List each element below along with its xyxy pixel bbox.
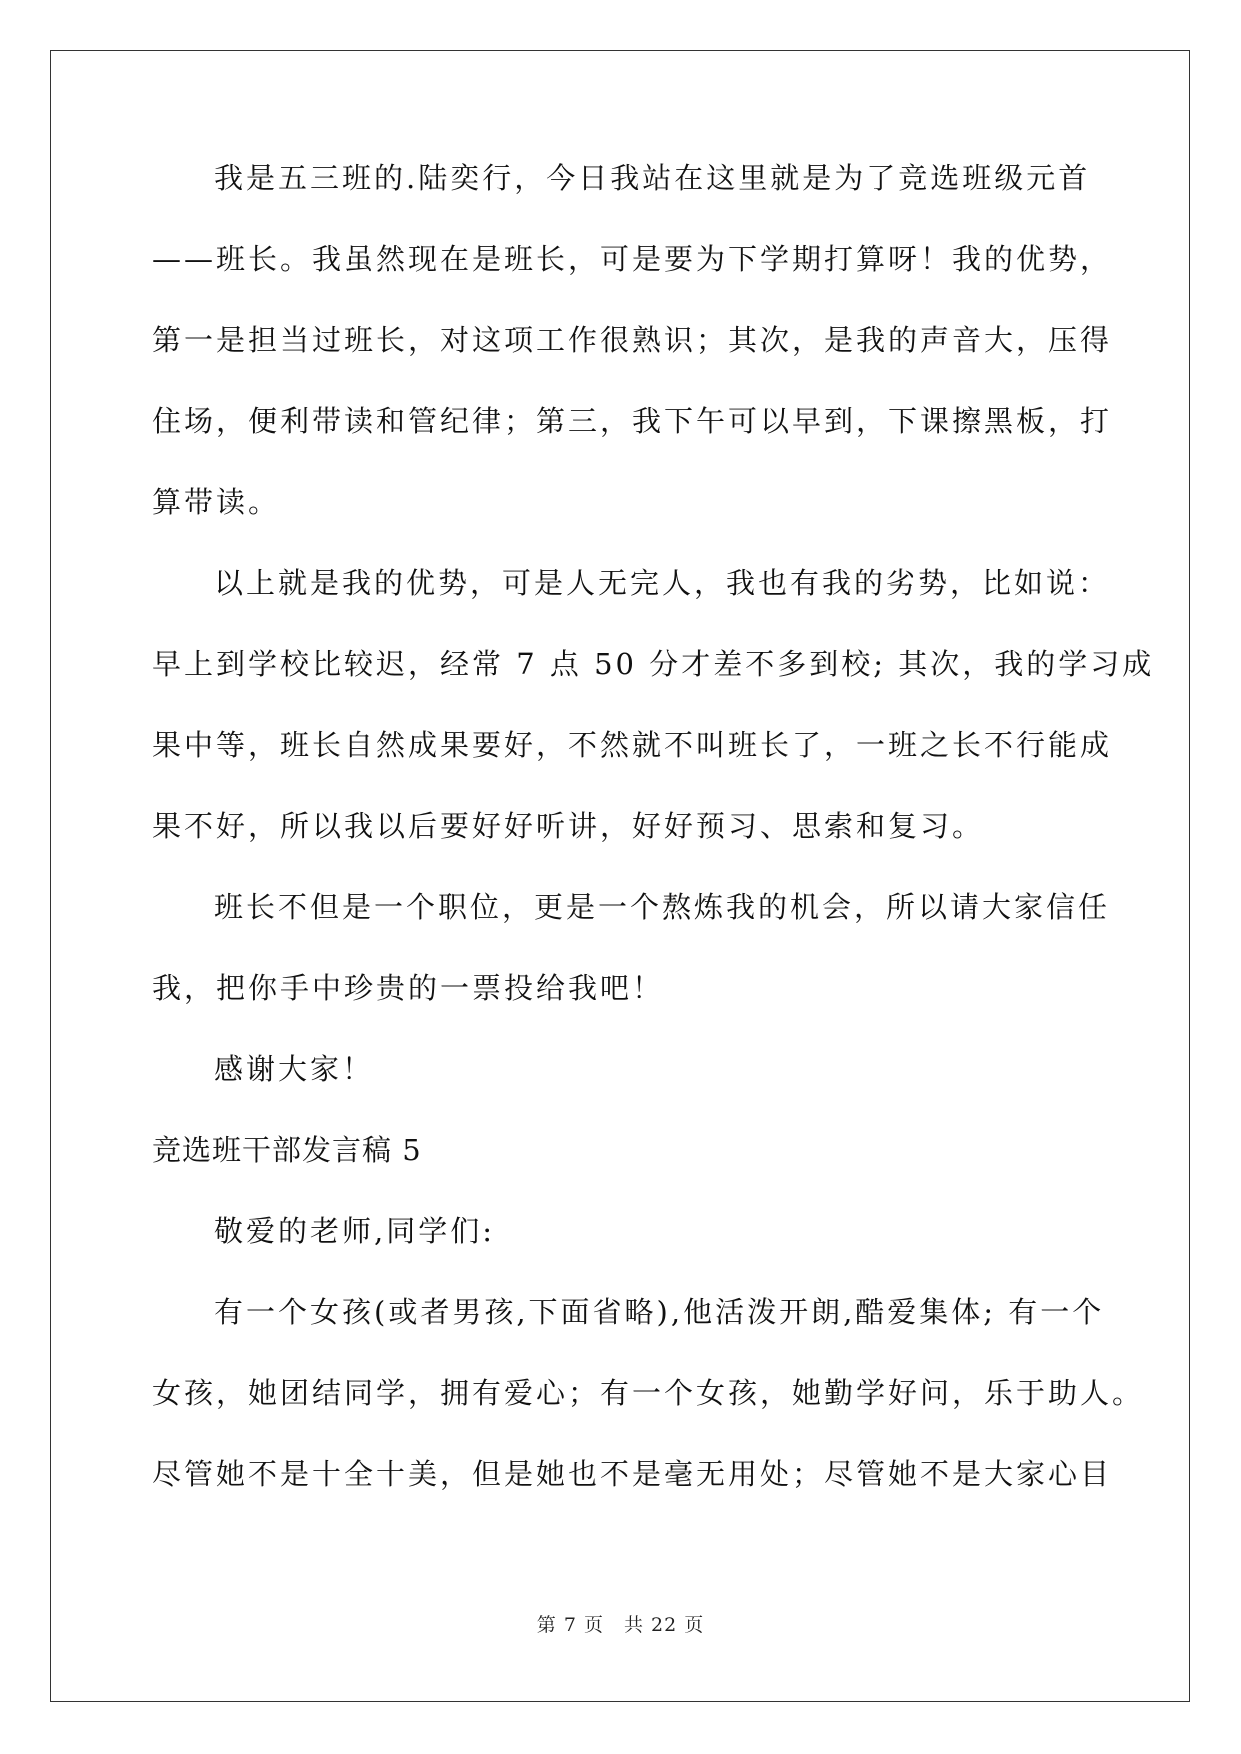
text-line: 住场，便利带读和管纪律；第三，我下午可以早到，下课擦黑板，打 — [152, 404, 1113, 438]
text-line: 第一是担当过班长，对这项工作很熟识；其次，是我的声音大，压得 — [152, 323, 1113, 357]
document-body — [152, 160, 1155, 1537]
text-line: 我是五三班的.陆奕行，今日我站在这里就是为了竞选班级元首 — [214, 161, 1091, 195]
text-line: 算带读。 — [152, 485, 281, 519]
page-total: 共 22 页 — [623, 1614, 705, 1636]
section-heading: 竞选班干部发言稿 5 — [152, 1133, 422, 1167]
text-line: 班长不但是一个职位，更是一个熬炼我的机会，所以请大家信任 — [214, 890, 1111, 924]
text-line: 我，把你手中珍贵的一票投给我吧！ — [152, 971, 665, 1005]
page-number: 第 7 页 — [536, 1614, 604, 1636]
text-line: 以上就是我的优势，可是人无完人，我也有我的劣势，比如说： — [214, 566, 1111, 600]
text-line: 女孩，她团结同学，拥有爱心；有一个女孩，她勤学好问，乐于助人。 — [152, 1376, 1145, 1410]
text-line: 感谢大家！ — [214, 1052, 375, 1086]
text-line: ——班长。我虽然现在是班长，可是要为下学期打算呀！我的优势， — [152, 242, 1113, 276]
text-line: 敬爱的老师,同学们: — [214, 1214, 495, 1248]
text-line: 果中等，班长自然成果要好，不然就不叫班长了，一班之长不行能成 — [152, 728, 1113, 762]
text-line: 有一个女孩(或者男孩,下面省略),他活泼开朗,酷爱集体; 有一个 — [214, 1295, 1105, 1329]
text-line: 尽管她不是十全十美，但是她也不是毫无用处；尽管她不是大家心目 — [152, 1457, 1113, 1491]
text-line: 早上到学校比较迟，经常 7 点 50 分才差不多到校; 其次，我的学习成 — [152, 647, 1155, 681]
text-line: 果不好，所以我以后要好好听讲，好好预习、思索和复习。 — [152, 809, 985, 843]
page-footer — [0, 1610, 1241, 1637]
